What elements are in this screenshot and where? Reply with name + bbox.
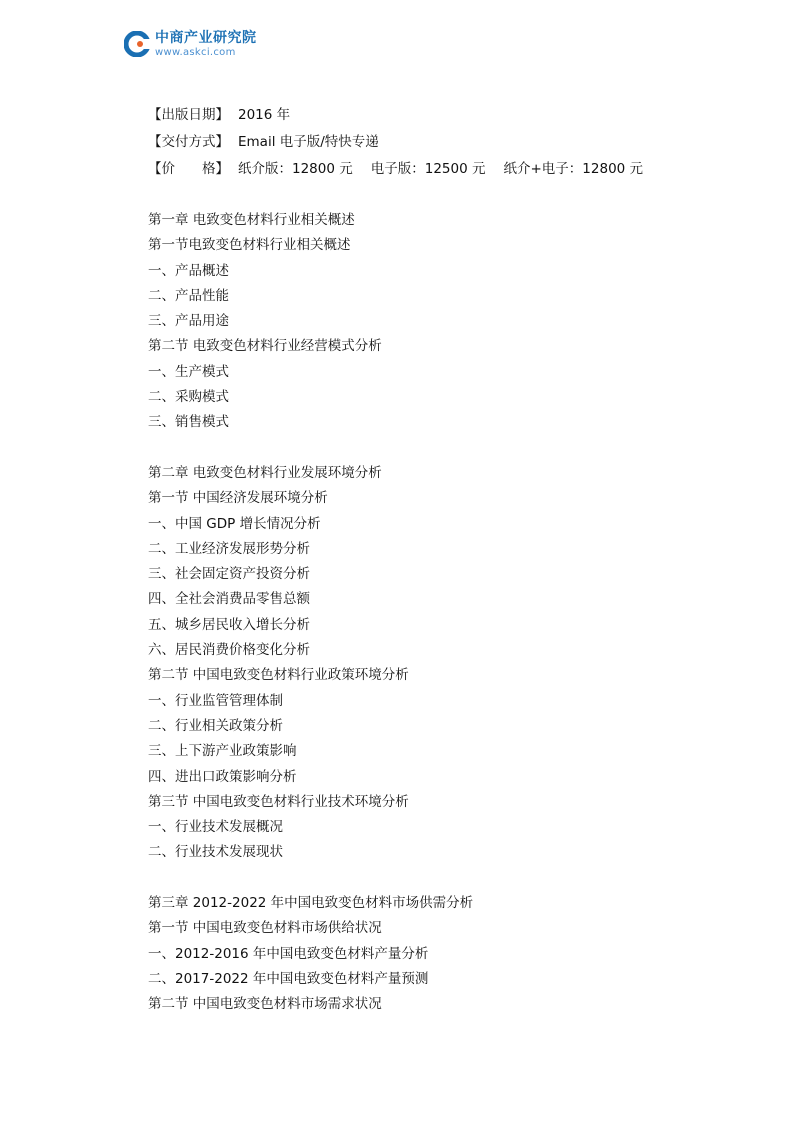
price-paper: 纸介版：12800 元 — [238, 161, 353, 177]
toc-entry: 四、全社会消费品零售总额 — [148, 591, 310, 608]
toc-entry: 二、采购模式 — [148, 389, 229, 406]
publish-date-value: 2016 年 — [238, 107, 291, 123]
delivery-label: 【交付方式】 — [148, 134, 229, 150]
toc-entry: 二、产品性能 — [148, 287, 229, 304]
toc-entry: 二、2017-2022 年中国电致变色材料产量预测 — [148, 970, 429, 987]
company-logo — [124, 30, 257, 58]
publish-date-label: 【出版日期】 — [148, 107, 229, 123]
toc-entry: 三、销售模式 — [148, 414, 229, 431]
delivery-value: Email 电子版/特快专递 — [238, 134, 379, 150]
toc-entry: 第二节 电致变色材料行业经营模式分析 — [148, 338, 382, 355]
toc-entry: 第三节 中国电致变色材料行业技术环境分析 — [148, 793, 409, 810]
price-electronic: 电子版：12500 元 — [370, 161, 486, 177]
publish-date-row — [148, 102, 661, 129]
toc-entry: 第二章 电致变色材料行业发展环境分析 — [148, 464, 382, 481]
toc-entry: 六、居民消费价格变化分析 — [148, 642, 310, 659]
toc-entry: 二、行业相关政策分析 — [148, 717, 283, 734]
publication-info — [148, 102, 661, 183]
toc-entry: 第一节电致变色材料行业相关概述 — [148, 237, 351, 254]
toc-entry: 四、进出口政策影响分析 — [148, 768, 297, 785]
toc-entry: 第二节 中国电致变色材料行业政策环境分析 — [148, 667, 409, 684]
toc-entry: 第一章 电致变色材料行业相关概述 — [148, 212, 355, 228]
toc-entry: 一、中国 GDP 增长情况分析 — [148, 515, 321, 532]
toc-entry: 一、产品概述 — [148, 262, 229, 279]
toc-entry: 三、产品用途 — [148, 313, 229, 330]
logo-website: www.askci.com — [155, 46, 236, 58]
toc-entry: 二、行业技术发展现状 — [148, 844, 283, 861]
toc-spacer — [148, 866, 473, 891]
toc-entry: 二、工业经济发展形势分析 — [148, 540, 310, 557]
toc-entry: 第三章 2012-2022 年中国电致变色材料市场供需分析 — [148, 895, 474, 912]
toc-entry: 五、城乡居民收入增长分析 — [148, 616, 310, 633]
toc-entry: 三、社会固定资产投资分析 — [148, 566, 310, 583]
toc-entry: 一、2012-2016 年中国电致变色材料产量分析 — [148, 945, 429, 962]
logo-company-name: 中商产业研究院 — [155, 29, 257, 46]
toc-entry: 第一节 中国电致变色材料市场供给状况 — [148, 920, 382, 937]
price-label: 【价 格】 — [148, 161, 229, 177]
toc-entry: 一、行业监管管理体制 — [148, 692, 283, 709]
delivery-row — [148, 129, 661, 156]
toc-spacer — [148, 436, 473, 461]
toc-entry: 一、生产模式 — [148, 363, 229, 380]
table-of-contents — [148, 208, 473, 1018]
logo-mark-icon — [124, 31, 150, 57]
toc-entry: 第二节 中国电致变色材料市场需求状况 — [148, 996, 382, 1013]
toc-entry: 三、上下游产业政策影响 — [148, 743, 297, 760]
toc-entry: 一、行业技术发展概况 — [148, 819, 283, 836]
toc-entry: 第一节 中国经济发展环境分析 — [148, 490, 328, 507]
price-both: 纸介+电子：12800 元 — [503, 161, 644, 177]
price-row — [148, 156, 661, 183]
